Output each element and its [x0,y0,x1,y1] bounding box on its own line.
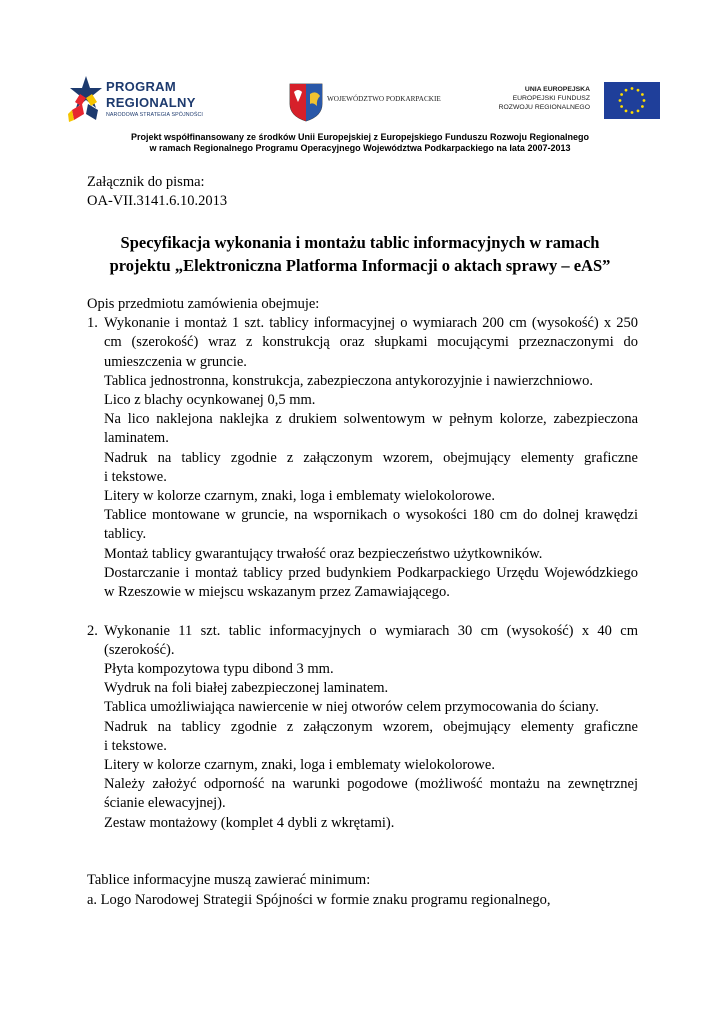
item1-line: Tablica jednostronna, konstrukcja, zabezpieczona antykorozyjnie i nawierzchniowo. [104,373,593,389]
item2-line: Zestaw montażowy (komplet 4 dybli z wkrętami). [104,815,395,831]
item2-line: i tekstowe. [104,738,167,754]
item2-line: Należy założyć odporność na warunki pogodowe (możliwość montażu na zewnętrznej [104,776,638,792]
minimum-item-a: a. Logo Narodowej Strategii Spójności w formie znaku programu regionalnego, [87,892,551,908]
program-logo-line3: NARODOWA STRATEGIA SPÓJNOŚCI [106,112,203,118]
item2-line: Wykonanie 11 szt. tablic informacyjnych o wymiarach 30 cm (wysokość) x 40 cm [104,623,638,639]
cofinancing-line1: Projekt współfinansowany ze środków Unii Europejskiej z Europejskiego Funduszu Rozwoju Regionalnego [130,132,590,142]
item1-line: Tablice montowane w gruncie, na wspornikach o wysokości 180 cm do dolnej krawędzi [104,507,638,523]
voivodeship-logo [288,82,458,122]
item2-line: Płyta kompozytowa typu dibond 3 mm. [104,661,334,677]
item2-number: 2. [87,623,98,639]
item2-line: Nadruk na tablicy zgodnie z załączonym wzorem, obejmujący elementy graficzne [104,719,638,735]
item1-line: i tekstowe. [104,469,167,485]
item1-line: Na lico naklejona naklejka z drukiem solwentowym w pełnym kolorze, zabezpieczona [104,411,638,427]
item1-line: laminatem. [104,430,169,446]
minimum-intro: Tablice informacyjne muszą zawierać minimum: [87,872,371,888]
item1-line: Wykonanie i montaż 1 szt. tablicy informacyjnej o wymiarach 200 cm (wysokość) x 250 [104,315,638,331]
voivodeship-logo-text: WOJEWÓDZTWO PODKARPACKIE [327,95,441,103]
eu-logo [498,82,660,122]
item2-line: Tablica umożliwiająca nawiercenie w niej otworów celem przymocowania do ściany. [104,699,599,715]
item1-line: umieszczenia w gruncie. [104,354,247,370]
intro-text: Opis przedmiotu zamówienia obejmuje: [87,296,320,312]
item1-line: tablicy. [104,526,147,542]
item1-line: Lico z blachy ocynkowanej 0,5 mm. [104,392,316,408]
attachment-reference: OA-VII.3141.6.10.2013 [87,193,228,209]
item1-line: Dostarczanie i montaż tablicy przed budynkiem Podkarpackiego Urzędu Wojewódzkiego [104,565,638,581]
coat-of-arms-icon [288,82,324,122]
cofinancing-note [60,132,660,154]
cofinancing-line2: w ramach Regionalnego Programu Operacyjnego Województwa Podkarpackiego na lata 2007-2013 [149,143,571,153]
eu-logo-line3: ROZWOJU REGIONALNEGO [498,104,590,111]
item2-line: Wydruk na foli białej zabezpieczonej laminatem. [104,680,389,696]
page-title-line2: projektu „Elektroniczna Platforma Informacji o aktach sprawy – eAS” [109,256,611,275]
item1-line: Montaż tablicy gwarantujący trwałość oraz bezpieczeństwo użytkowników. [104,546,543,562]
program-logo-line1: PROGRAM [106,79,176,94]
eu-flag-icon [604,82,660,119]
eu-logo-line1: UNIA EUROPEJSKA [524,86,590,93]
star-cross-logo-icon [66,74,104,124]
item1-number: 1. [87,315,98,331]
item2-line: Litery w kolorze czarnym, znaki, loga i emblematy wielokolorowe. [104,757,495,773]
page-title-line1: Specyfikacja wykonania i montażu tablic informacyjnych w ramach [120,233,600,252]
item1-line: cm (szerokość) wraz z konstrukcją oraz słupkami mocującymi przeznaczonymi do [104,334,638,350]
item2-line: (szerokość). [104,642,175,658]
item2-line: ścianie elewacyjnej). [104,795,226,811]
program-regionalny-logo [66,74,216,124]
attachment-label: Załącznik do pisma: [87,174,205,190]
eu-logo-line2: EUROPEJSKI FUNDUSZ [512,95,590,102]
program-logo-line2: REGIONALNY [106,95,196,110]
item1-line: w Rzeszowie w miejscu wskazanym przez Zamawiającego. [104,584,450,600]
item1-line: Litery w kolorze czarnym, znaki, loga i emblematy wielokolorowe. [104,488,495,504]
item1-line: Nadruk na tablicy zgodnie z załączonym wzorem, obejmujący elementy graficzne [104,450,638,466]
